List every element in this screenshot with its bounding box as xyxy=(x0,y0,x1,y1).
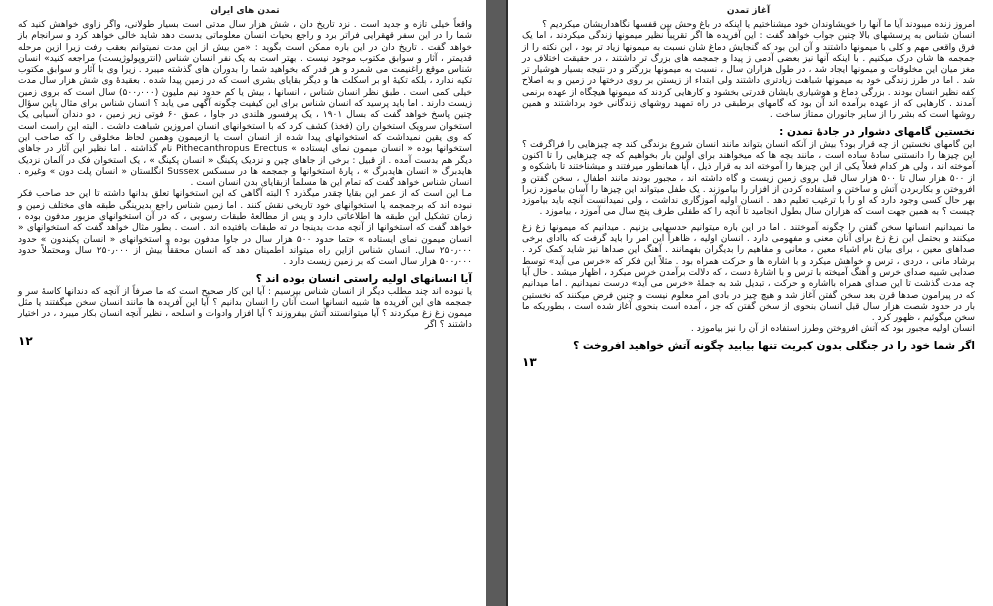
paragraph: انسان شناس به پرسشهای بالا چنین جواب خواهد گفت : این آفریده ها اگر تقریباً نظیر میمونها زندگی میکردند ، اما یک فرق واقعی مهم و کلی با میمونها داشتند و آن این بود که گنجایش دماغ شان نسبت به میمونها زیاد تر بود ، این نکته را از جمجمه ها شان درک میکنیم . با اینکه آنها نیز بعضی آدمی ز پیدا و جمجمه های بزرگ تر داشتند ، در حقیقت اختلاف در مغز میان این مخلوقات و میمونها ایجاد شد ، در طول هزاران سال ، نسبت به میمونها بزرگتر و در نتیجه بسیار هوشیار تر شد . اما در طرز زندگی خود به میمونها شباهت زیادتری داشتند ولی ابتداء از زیستن بر روی درختها در زمین و به اصلاح کفه نظیر انسان بودند . بزرگی دماغ و هوشیاری بایشان قدرتی بخشود و کارهایی کردند که میمونها هیچگاه از عهده برنمی آمدند . کارهایی که از عهده برآمده اند آن بود که گامهای برطبقی در راه تمهید روشهای زندگانی خود برداشتند و همین روشها است که بشر را از سایر جانوران ممتاز ساخت . xyxy=(522,31,975,121)
right-page xyxy=(508,0,993,606)
section-heading: آیا انسانهای اولیه راستی انسان بوده اند ؟ xyxy=(255,272,472,285)
paragraph: مـا این است که از عمر این بقایا چقدر میگذرد ؟ البته آگاهی که این استخوانها تعلق بدانها داشته تا این حد صاحب فکر نبوده اند که برجمجمه یا استخوانهای خود تاریخی نقش کنند . اما زمین شناس راجع بدیرینگی طبقه های مختلف زمین و زمان تشکیل این طبقه ها اطلاعاتی دارد و پس از مطالعۀ طبقات رسوبی ، که در آن استخوانهای مزبور مدفون بوده ، خواهد گفت که استخوانها از آنچه مدت بدینجا در ته طبقات بافتیده اند . است . بطور مثال خواهد گفت که استخوانهای « انسان میمون نمای ایستاده » حتما حدود ۵۰۰ هزار سال در جاوا مدفون بوده و استخوانهای « انسان پکیندون » حدود ۲۵۰٫۰۰۰ سال. انسان شناس ازاین راه میتواند اطمینان دهد که انسان محققاً بیش از ۲۵۰٫۰۰۰ سال ومحتملاً حدود ۵۰۰٫۰۰۰ هزار سال است که بر زمین زیست دارد . xyxy=(18,189,472,268)
page-number: ۱۳ xyxy=(522,354,537,369)
paragraph: این گامهای نخستین از چه قرار بود؟ بیش از آنکه انسان بتواند مانند انسان شروع بزندگی کند چه چیزهایی را فراگرفت ؟ این چیزها را دانستنی سادۀ ساده است ، مانند بچه ها که میخواهند برای اولین بار بخواهیم که چه چیزهایی را تا اکنون آموخته اند ، ولی هر کدام فعلاً یکی از این چیزها را آموخته اند به قرار ذیل ، آیا همانطور میرفتند و میشناختند تا باشکوه و از ۵۰۰ هزار سال تا ۵۰۰ هزار سال قبل بروی زمین زیست و گاه داشته اند ، مجبور بودند مانند اطفال ، سخن گفتن و افروختن و بکاربردن آتش و ساختن و استفاده کردن از افزار را بیاموزند . یک طفل میتواند این چیزها را آسان بیاموزد زیرا بهر حال کسی وجود دارد که او را با ترغیب تعلیم دهد . انسان اولیه آموزگاری نداشت ، ولی نمیدانست آنچه باید بیاموزد چیست ؟ به همین جهت است که هزاران سال بطول انجامید تا آنچه را که طفلی طرف پنج سال می آموزد ، بیاموزد . xyxy=(522,139,976,218)
paragraph: امروز زنده میبودند آیا ما آنها را خویشاوندان خود میشناختیم یا اینکه در باغ وحش بین قفسها نگاهداریشان میکردیم ؟ xyxy=(542,20,975,30)
running-head: آغاز تمدن xyxy=(726,6,771,16)
left-page xyxy=(0,0,486,606)
running-head: تمدن های ایران xyxy=(210,6,280,16)
book-gutter xyxy=(486,0,508,606)
page-number: ۱۲ xyxy=(18,333,33,348)
closing-question: اگر شما خود را در جنگلی بدون کبریت تنها بیابید چگونه آتش خواهید افروخت ؟ xyxy=(573,339,975,352)
paragraph: واقعاً خیلی تازه و جدید است . نزد تاریخ دان ، شش هزار سال مدتی است بسیار طولانی، واگر زاوی خواهش کنید که شما را در این سفر قهقرایی فراتر برد و راجع بحیات انسان معلوماتی بدست دهد شاید خالی خواهد کرد و سرانجام باز خواهد گفت . تاریخ دان در این باره ممکن است بگوید : «من بیش از این مدت نمیتوانم بعقب رفت زیرا ازین مرحله قدیمتر ، آثار و سوابق مکتوب موجود نیست . بهتر است به یک نفر انسان شناس (انتروپولوژیست) مراجعه کنید» انسان شناس موقع راغنیمت می شمرد و هر قدر که بخواهید شما را بدوران های گذشته میبرد . زیرا وی با آثار و سوابق مکتوب تکیه ندارد ، بلکه تکیۀ او بر اسکلت ها و دیگر بقایای بشری است که در زمین پیدا شده . بعقیدۀ وی شش هزار سال مدت خیلی کمی است . طبق نظر انسان شناس ، انسانها ، بیش یا کم حدود نیم ملیون (۵۰۰٫۰۰۰) سال است که بروی زمین زیست دارند . اما باید پرسید که انسان شناس برای این کیفیت چگونه آگهی می یابد ؟ انسان شناس برای مثال باین سؤال چنین پاسخ خواهد گفت که بسال ۱۹۰۱ ، یک پرفسور هلندی در جاوا ، عمق ۶۰ فوتی زیر زمین ، دو دندان آسیابی یک استخوان سرویک استخوان ران (فخذ) کشف کرد که با استخوانهای انسان امروزین شباهت داشت . البته این راست است که وی یقین نمیداشت که استخوانهای پیدا شده از انسان است یا ازمیمون وهمین لحاظ مخلوقی را که صاحب این استخوانها بوده « انسان میمون نمای ایستاده » Pithecanthropus Erectus نام گذاشته . اما نظیر این آثار در جاهای دیگر هم بدست آمده . از قبیل : برخی از جاهای چین و نزدیک پکینگ « انسان پکینگ » ، یک استخوان فک در آلمان نزدیک هایدبرگ « انسان هایدبرگ » ، پارۀ استخوانها و جمجمه ها در سسکس Sussex انگلستان « انسان پلت دون » وغیره . انسان شناس خواهد گفت که تمام این ها مسلما ازبقایای بدن انسان است . xyxy=(18,20,472,189)
paragraph: ما نمیدانیم انسانها سخن گفتن را چگونه آموختند . اما در این باره میتوانیم حدسهایی بزنیم . میدانیم که میمونها زغ زغ میکنند و بحتمل این زغ زغ برای آنان معنی و مفهومی دارد . انسان اولیه ، ظاهراً این امر را باید گرفت که باادای برخی صداهای معین ، برای بیان نام اشیاء معین ، معانی و مفاهیم را بدیگران بفهمانند . آهنگ این صداها نیز شاید کمک کرد . برشاد مانی ، دردی ، ترس و خواهش میکرد و با اشاره ها و حرکت همراه بود . مثلاً این فکر که «خرس می آید» توسط صدایی شبیه صدای خرس و آهنگ آمیخته با ترس و با اشارۀ دست ، که دلالت برآمدن خرس میکرد ، اظهار میشد . حال آیا چه مدت گذشت تا این صدای همراه بااشاره و حرکت ، تبدیل شد به جملۀ «خرس می آید» درست نمیدانیم . اما میدانیم که در پیرامون صدها قرن بعد سخن گفتن آغاز شد و هیچ چیز در بادی امر معلوم نیست و چنین فرض میکنند که نخستین بار در حدود شصت هزار سال قبل انسان بنحوی از سخن گفتن که جز ، آمده است بنحوی آغاز شده است ، بطوریکه ما سخن میگوئیم ، ظهور کرد . xyxy=(522,222,975,324)
section-heading: نخستین گامهای دشوار در جادۀ تمدن : xyxy=(779,125,975,138)
paragraph: یا نبوده اند چند مطلب دیگر از انسان شناس بپرسیم : آیا این کار صحیح است که ما صرفاً از آنچه که دندانها کاسۀ سر و جمجمه های این آفریده ها شبیه انسانها است آنان را انسان بدانیم ؟ آیا این آفریده ها مانند انسان سخن میگفتند یا مثل میمون زغ زغ میکردند ؟ آیا میتوانستند آتش بیفروزند ؟ آیا افزار وادوات و اسلحه ، نظیر آنچه انسان بکار میبرد ، در اختیار داشتند ؟ اگر xyxy=(18,286,472,331)
paragraph: انسان اولیه مجبور بود که آتش افروختن وطرز استفاده از آن را نیز بیاموزد . xyxy=(690,324,975,335)
